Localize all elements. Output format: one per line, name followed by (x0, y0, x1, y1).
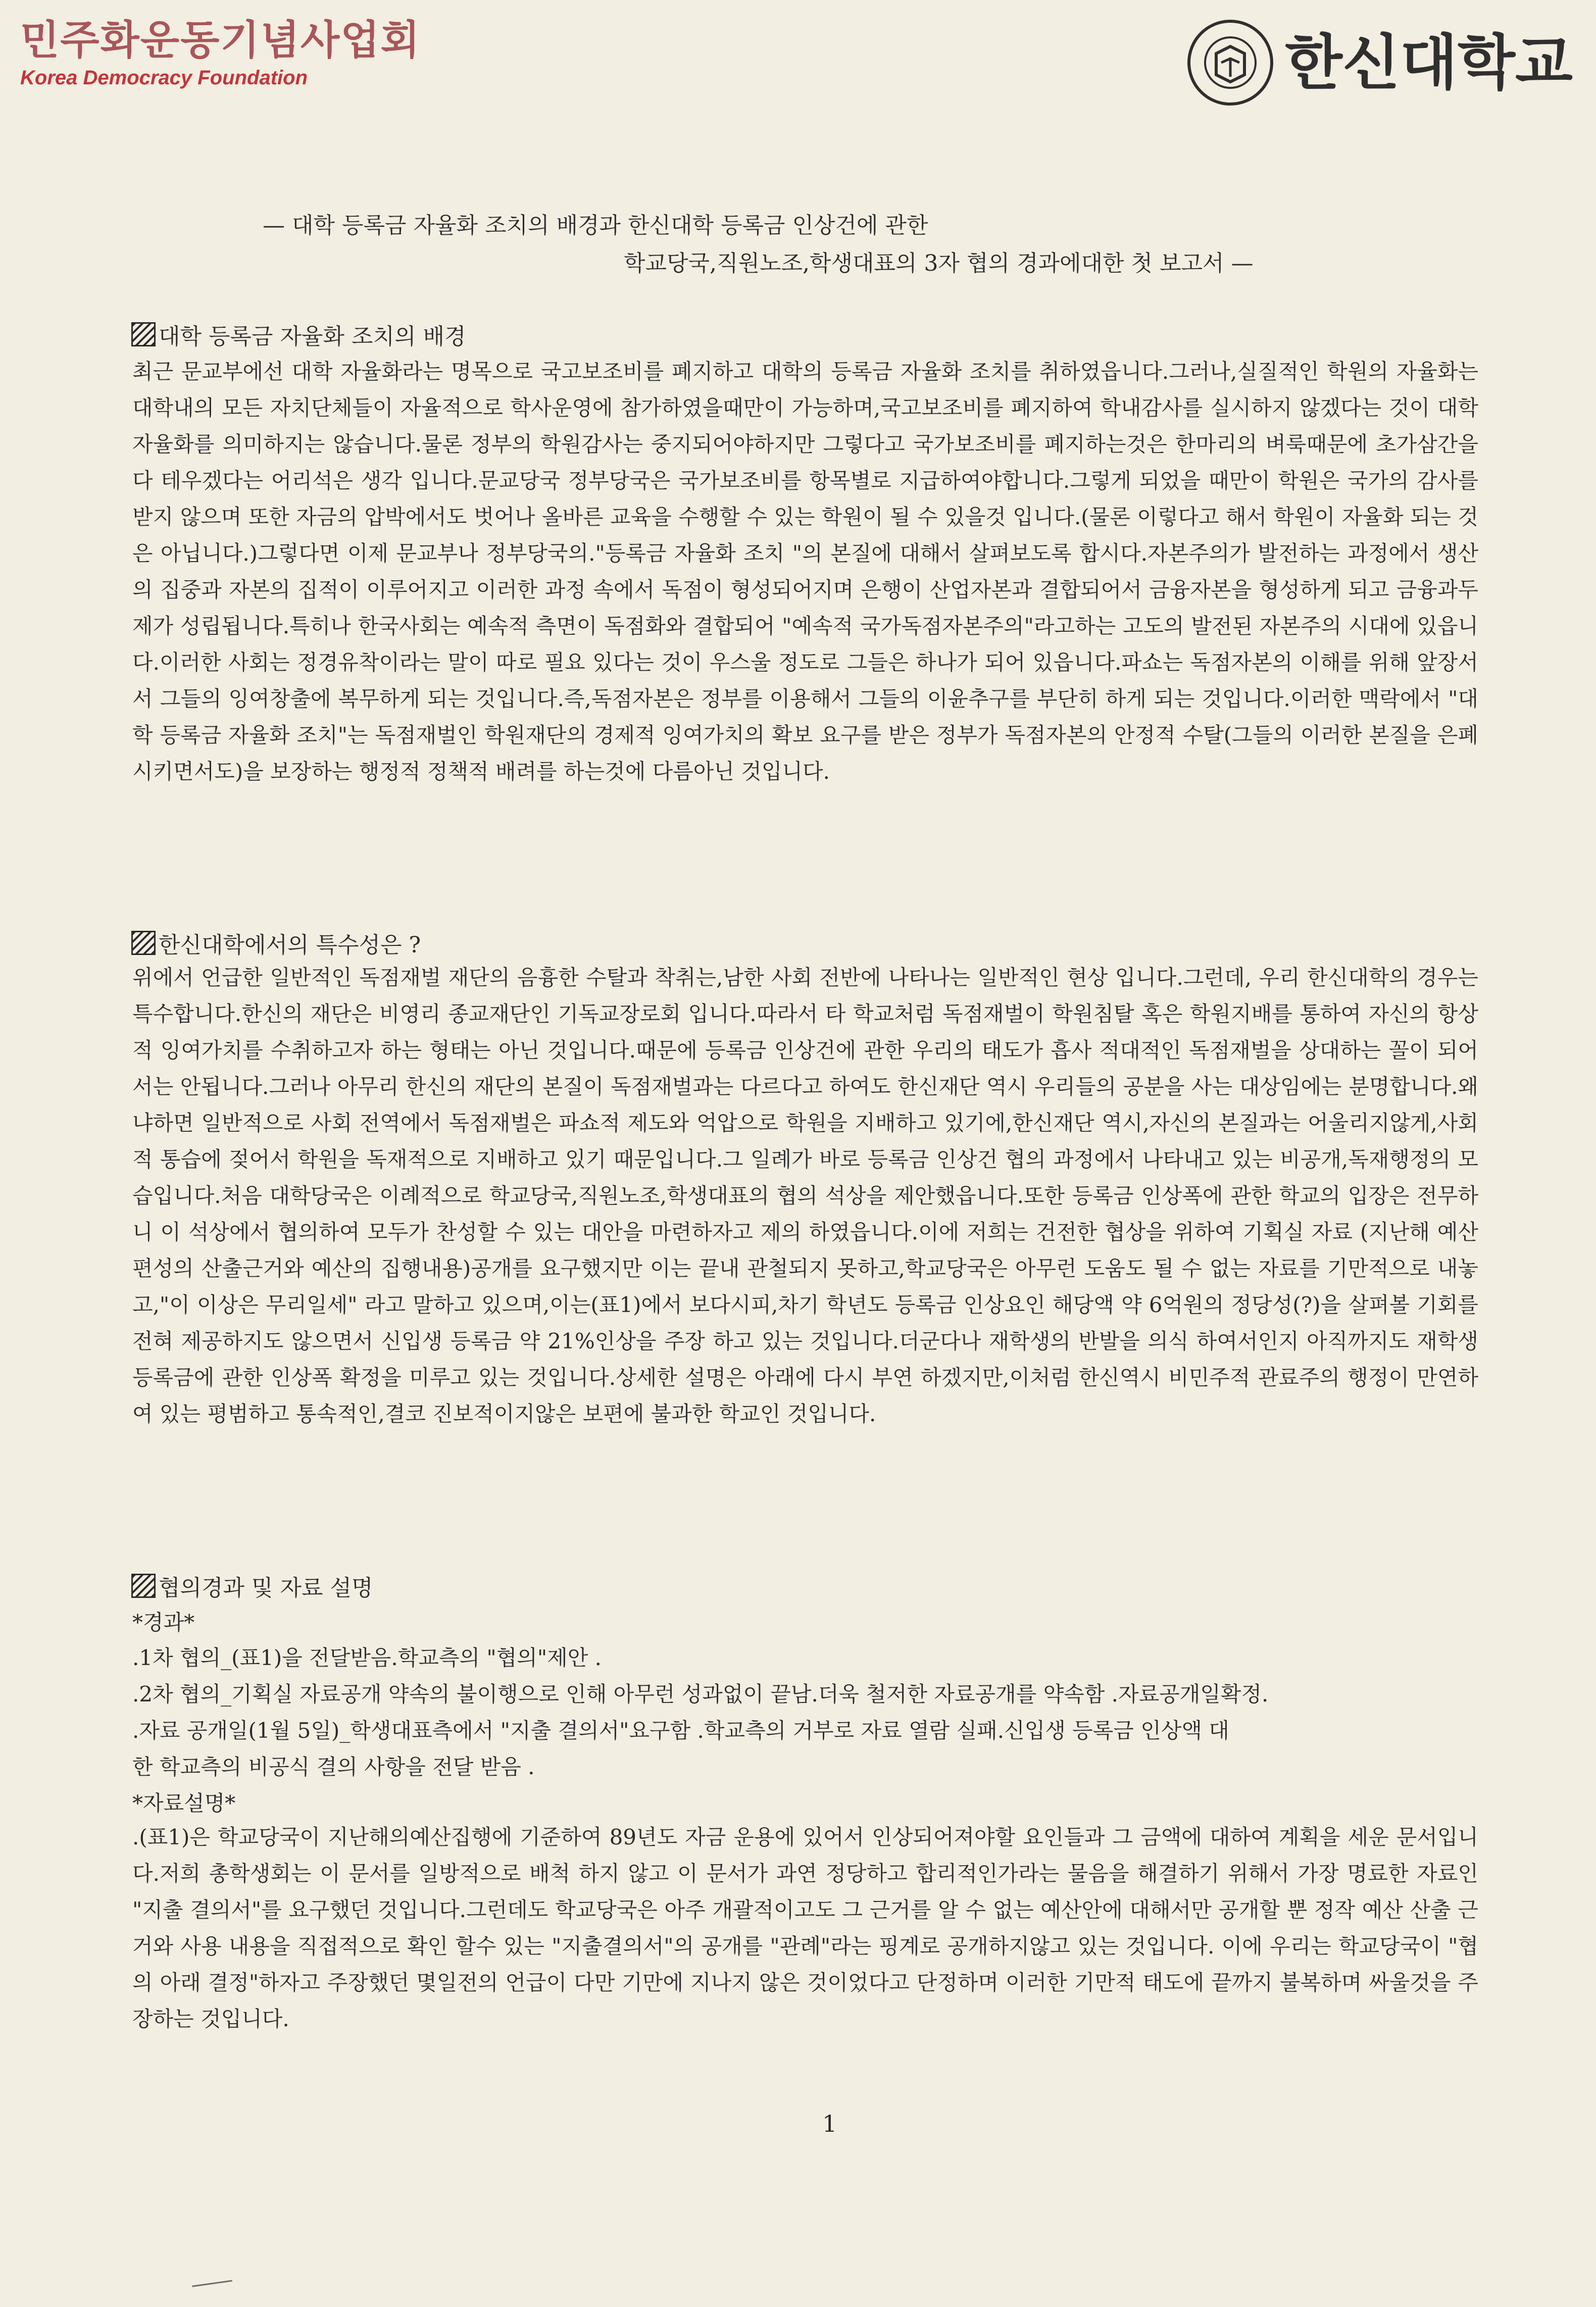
progress-item: 한 학교측의 비공식 결의 사항을 전달 받음 . (132, 1754, 535, 1779)
page-number: 1 (822, 2110, 837, 2137)
hatched-box-icon (131, 322, 156, 346)
org-name-korean: 민주화운동기념사업회 (20, 17, 421, 64)
hatched-box-icon (131, 931, 156, 955)
section-heading (131, 927, 421, 959)
section-heading-text: 협의경과 및 자료 설명 (159, 1575, 373, 1601)
data-explanation-label: *자료설명* (132, 1791, 236, 1816)
section-body: 최근 문교부에선 대학 자율화라는 명목으로 국고보조비를 폐지하고 대학의 등록금 자율화 조치를 취하였읍니다.그러나,실질적인 학원의 자율화는 대학내의 모든 자치단체들이 자율적으로 학사운영에 참가하였을때만이 가능하며,국고보조비를 폐지하여 학내감사를 실시하지 않겠다는 것이 대학 자율화를 의미하지는 않습니다.물론 정부의 학원감사는 중지되어야하지만 그렇다고 국가보조비를 폐지하는것은 한마리의 벼룩때문에 초가삼간을 다 테우겠다는 어리석은 생각 입니다.문교당국 정부당국은 국가보조비를 항목별로 지급하여야합니다.그렇게 되었을 때만이 학원은 국가의 감사를 받지 않으며 또한 자금의 압박에서도 벗어나 올바른 교육을 수행할 수 있는 학원이 될 수 있을것 입니다.(물론 이렇다고 해서 학원이 자율화 되는 것은 아닙니다.)그렇다면 이제 문교부나 정부당국의."등록금 자율화 조치 "의 본질에 대해서 살펴보도록 합시다.자본주의가 발전하는 과정에서 생산의 집중과 자본의 집적이 이루어지고 이러한 과정 속에서 독점이 형성되어지며 은행이 산업자본과 결합되어서 금융자본을 형성하게 되고 금융과두제가 성립됩니다.특히나 한국사회는 예속적 측면이 독점화와 결합되어 "예속적 국가독점자본주의"라고하는 고도의 발전된 자본주의 시대에 있읍니다.이러한 사회는 정경유착이라는 말이 따로 필요 있다는 것이 우스울 정도로 그들은 하나가 되어 있읍니다.파쇼는 독점자본의 이해를 위해 앞장서서 그들의 잉여창출에 복무하게 되는 것입니다.즉,독점자본은 정부를 이용해서 그들의 이윤추구를 부단히 하게 되는 것입니다.이러한 맥락에서 "대학 등록금 자율화 조치"는 독점재벌인 학원재단의 경제적 잉여가치의 확보 요구를 받은 정부가 독점자본의 안정적 수탈(그들의 이러한 본질을 은폐시키면서도)을 보장하는 행정적 정책적 배려를 하는것에 다름아닌 것입니다. (132, 359, 1478, 784)
university-seal-icon (1186, 18, 1275, 107)
section-heading (131, 1570, 373, 1602)
org-name-english: Korea Democracy Foundation (20, 67, 308, 89)
report-title-line-2: 학교당국,직원노조,학생대표의 3자 협의 경과에대한 첫 보고서 — (624, 250, 1254, 276)
section-heading-text: 대학 등록금 자율화 조치의 배경 (159, 324, 466, 349)
data-explanation-body: .(표1)은 학교당국이 지난해의예산집행에 기준하여 89년도 자금 운용에 있어서 인상되어져야할 요인들과 그 금액에 대하여 계획을 세운 문서입니다.저희 총학생회는 이 문서를 일방적으로 배척 하지 않고 이 문서가 과연 정당하고 합리적인가라는 물음을 해결하기 위해서 가장 명료한 자료인 "지출 결의서"를 요구했던 것입니다.그런데도 학교당국은 아주 개괄적이고도 그 근거를 알 수 없는 예산안에 대해서만 공개할 뿐 정작 예산 산출 근거와 사용 내용을 직접적으로 확인 할수 있는 "지출결의서"의 공개를 "관례"라는 핑계로 공개하지않고 있는 것입니다. 이에 우리는 학교당국이 "협의 아래 결정"하자고 주장했던 몇일전의 언급이 다만 기만에 지나지 않은 것이었다고 단정하며 이러한 기만적 태도에 끝까지 불복하며 싸울것을 주장하는 것입니다. (132, 1825, 1478, 2031)
section-heading (131, 318, 466, 350)
scan-mark (192, 2280, 232, 2287)
section-body: 위에서 언급한 일반적인 독점재벌 재단의 음흉한 수탈과 착취는,남한 사회 전반에 나타나는 일반적인 현상 입니다.그런데, 우리 한신대학의 경우는 특수합니다.한신의 재단은 비영리 종교재단인 기독교장로회 입니다.따라서 타 학교처럼 독점재벌이 학원침탈 혹은 학원지배를 통하여 자신의 항상적 잉여가치를 수취하고자 하는 형태는 아닌 것입니다.때문에 등록금 인상건에 관한 우리의 태도가 흡사 적대적인 독점재벌을 상대하는 꼴이 되어서는 안됩니다.그러나 아무리 한신의 재단의 본질이 독점재벌과는 다르다고 하여도 한신재단 역시 우리들의 공분을 사는 대상임에는 분명합니다.왜냐하면 일반적으로 사회 전역에서 독점재벌은 파쇼적 제도와 억압으로 학원을 지배하고 있기에,한신재단 역시,자신의 본질과는 어울리지않게,사회적 통습에 젖어서 학원을 독재적으로 지배하고 있기 때문입니다.그 일례가 바로 등록금 인상건 협의 과정에서 나타내고 있는 비공개,독재행정의 모습입니다.처음 대학당국은 이례적으로 학교당국,직원노조,학생대표의 협의 석상을 제안했읍니다.또한 등록금 인상폭에 관한 학교의 입장은 전무하니 이 석상에서 협의하여 모두가 찬성할 수 있는 대안을 마련하자고 제의 하였읍니다.이에 저희는 건전한 협상을 위하여 기획실 자료 (지난해 예산편성의 산출근거와 예산의 집행내용)공개를 요구했지만 이는 끝내 관철되지 못하고,학교당국은 아무런 도움도 될 수 없는 자료를 기만적으로 내놓고,"이 이상은 무리일세" 라고 말하고 있으며,이는(표1)에서 보다시피,차기 학년도 등록금 인상요인 해당액 약 6억원의 정당성(?)을 살펴볼 기회를 전혀 제공하지도 않으면서 신입생 등록금 약 21%인상을 주장 하고 있는 것입니다.더군다나 재학생의 반발을 의식 하여서인지 아직까지도 재학생 등록금에 관한 인상폭 확정을 미루고 있는 것입니다.상세한 설명은 아래에 다시 부연 하겠지만,이처럼 한신역시 비민주적 관료주의 행정이 만연하여 있는 평범하고 통속적인,결코 진보적이지않은 보편에 불과한 학교인 것입니다. (132, 965, 1478, 1426)
section-heading-text: 한신대학에서의 특수성은 ? (159, 932, 421, 958)
report-title-line-1: — 대학 등록금 자율화 조치의 배경과 한신대학 등록금 인상건에 관한 (263, 213, 928, 238)
progress-item: .자료 공개일(1월 5일)_학생대표측에서 "지출 결의서"요구함 .학교측의 거부로 자료 열람 실패.신입생 등록금 인상액 대 (132, 1718, 1229, 1743)
hatched-box-icon (131, 1574, 156, 1598)
org-header (20, 17, 421, 89)
progress-item: .2차 협의_기획실 자료공개 약속의 불이행으로 인해 아무런 성과없이 끝남.더욱 철저한 자료공개를 약속함 .자료공개일확정. (132, 1682, 1269, 1707)
university-header (1186, 18, 1573, 107)
university-name: 한신대학교 (1285, 28, 1573, 97)
progress-item: .1차 협의_(표1)을 전달받음.학교측의 "협의"제안 . (132, 1645, 602, 1670)
progress-label: *경과* (132, 1610, 195, 1635)
